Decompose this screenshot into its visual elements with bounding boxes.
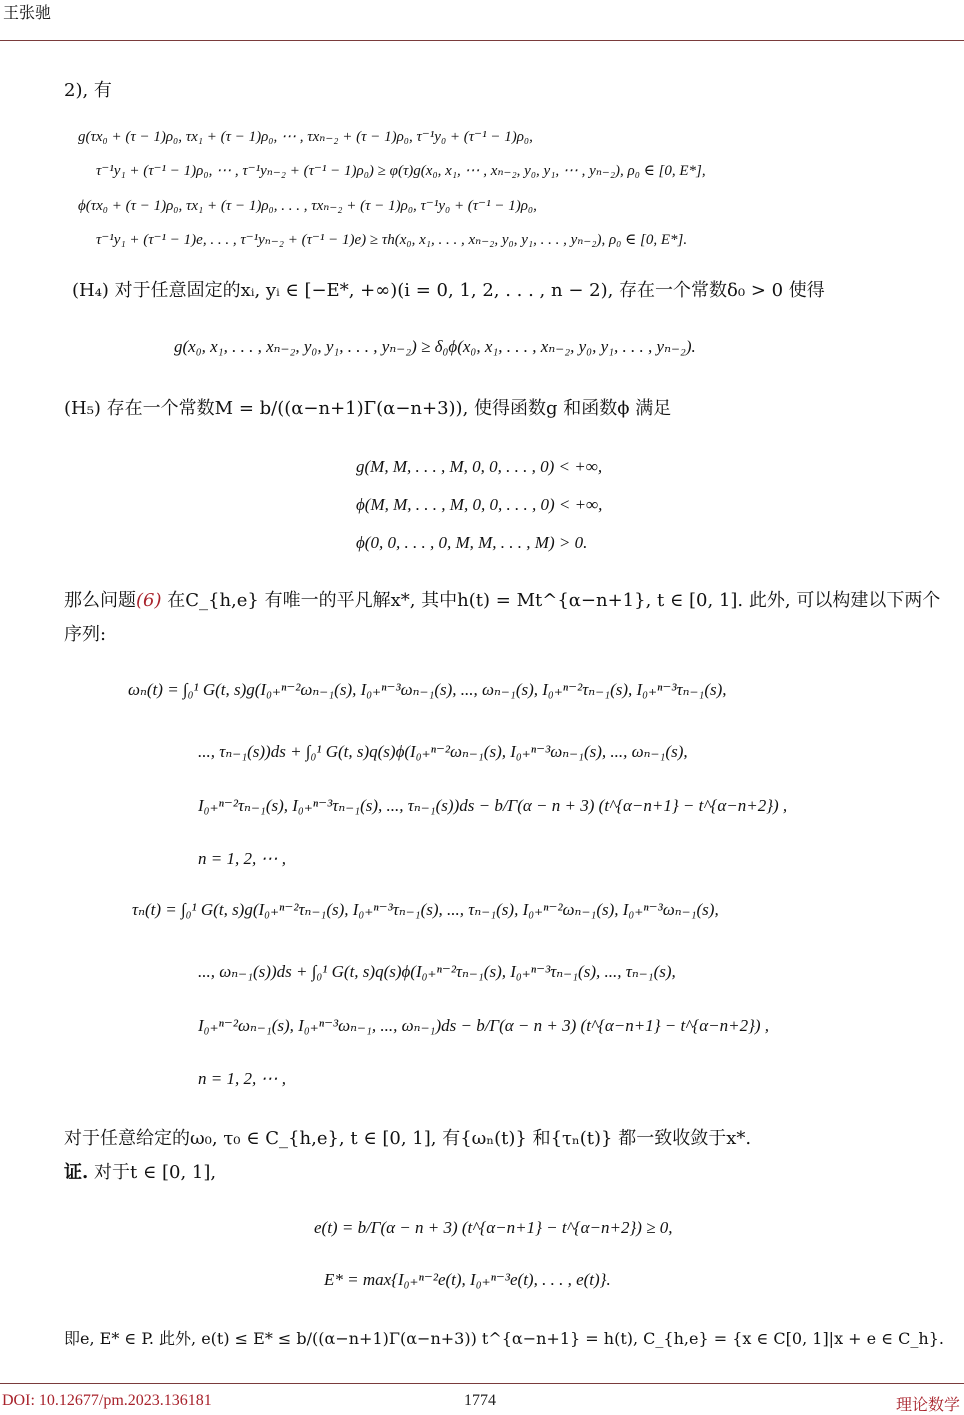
footer-rule <box>0 1383 964 1384</box>
estar-definition: E* = max{I₀₊ⁿ⁻²e(t), I₀₊ⁿ⁻³e(t), . . . , e(t)}. <box>324 1270 611 1289</box>
text-line-1: 2), 有 <box>64 80 112 101</box>
equation-line-2: g(τx₀ + (τ − 1)ρ₀, τx₁ + (τ − 1)ρ₀, ⋯ , τxₙ₋₂ + (τ − 1)ρ₀, τ⁻¹y₀ + (τ⁻¹ − 1)ρ₀, <box>78 129 533 145</box>
hypothesis-h4: (H₄) 对于任意固定的xᵢ, yᵢ ∈ [−E*, +∞)(i = 0, 1, 2, . . . , n − 2), 存在一个常数δ₀ > 0 使得 <box>72 280 825 301</box>
conclusion-text-b: 在C_{h,e} 有唯一的平凡解x*, 其中h(t) = Mt^{α−n+1}, t ∈ [0, 1]. 此外, 可以构建以下两个 <box>161 590 941 611</box>
equation-line-5: τ⁻¹y₁ + (τ⁻¹ − 1)e, . . . , τ⁻¹yₙ₋₂ + (τ⁻¹ − 1)e) ≥ τh(x₀, x₁, . . . , xₙ₋₂, y₀, y₁, . . . , yₙ₋₂), ρ₀ ∈ [0, E*]. <box>96 232 688 248</box>
equation-h5-1: g(M, M, . . . , M, 0, 0, . . . , 0) < +∞, <box>356 457 603 476</box>
running-header-author: 王张驰 <box>3 3 52 22</box>
omega-eq-line-4: n = 1, 2, ⋯ , <box>198 849 286 868</box>
equation-line-3: τ⁻¹y₁ + (τ⁻¹ − 1)ρ₀, ⋯ , τ⁻¹yₙ₋₂ + (τ⁻¹ − 1)ρ₀) ≥ φ(τ)g(x₀, x₁, ⋯ , xₙ₋₂, y₀, y₁, ⋯ , yₙ₋₂), ρ₀ ∈ [0, E*], <box>96 163 706 179</box>
tau-eq-line-1: τₙ(t) = ∫₀¹ G(t, s)g(I₀₊ⁿ⁻²τₙ₋₁(s), I₀₊ⁿ⁻³τₙ₋₁(s), ..., τₙ₋₁(s), I₀₊ⁿ⁻²ωₙ₋₁(s), I₀₊ⁿ⁻³ωₙ₋₁(s), <box>132 900 719 919</box>
citation-link-6[interactable]: (6) <box>136 590 162 611</box>
omega-eq-line-1: ωₙ(t) = ∫₀¹ G(t, s)g(I₀₊ⁿ⁻²ωₙ₋₁(s), I₀₊ⁿ⁻³ωₙ₋₁(s), ..., ωₙ₋₁(s), I₀₊ⁿ⁻²τₙ₋₁(s), I₀₊ⁿ⁻³τₙ₋₁(s), <box>128 680 727 699</box>
proof-start <box>64 1158 216 1184</box>
final-line: 即e, E* ∈ P. 此外, e(t) ≤ E* ≤ b/((α−n+1)Γ(α−n+3)) t^{α−n+1} = h(t), C_{h,e} = {x ∈ C[0, 1]|x + e ∈ C_h}. <box>64 1329 944 1348</box>
equation-h5-3: ϕ(0, 0, . . . , 0, M, M, . . . , M) > 0. <box>356 533 588 552</box>
tau-eq-line-2: ..., ωₙ₋₁(s))ds + ∫₀¹ G(t, s)q(s)ϕ(I₀₊ⁿ⁻²τₙ₋₁(s), I₀₊ⁿ⁻³τₙ₋₁(s), ..., τₙ₋₁(s), <box>198 962 676 981</box>
proof-label: 证. <box>64 1162 89 1183</box>
header-rule <box>0 40 964 41</box>
omega-eq-line-2: ..., τₙ₋₁(s))ds + ∫₀¹ G(t, s)q(s)ϕ(I₀₊ⁿ⁻²ωₙ₋₁(s), I₀₊ⁿ⁻³ωₙ₋₁(s), ..., ωₙ₋₁(s), <box>198 742 688 761</box>
conclusion-line-2: 序列: <box>64 624 107 645</box>
footer-doi-link[interactable]: DOI: 10.12677/pm.2023.136181 <box>2 1392 212 1409</box>
conclusion-line-1 <box>64 586 940 612</box>
tau-eq-line-4: n = 1, 2, ⋯ , <box>198 1069 286 1088</box>
equation-h4: g(x₀, x₁, . . . , xₙ₋₂, y₀, y₁, . . . , yₙ₋₂) ≥ δ₀ϕ(x₀, x₁, . . . , xₙ₋₂, y₀, y₁, . . . , yₙ₋₂). <box>174 337 696 356</box>
footer-page-number: 1774 <box>464 1392 496 1409</box>
equation-h5-2: ϕ(M, M, . . . , M, 0, 0, . . . , 0) < +∞, <box>356 495 603 514</box>
tau-eq-line-3: I₀₊ⁿ⁻²ωₙ₋₁(s), I₀₊ⁿ⁻³ωₙ₋₁, ..., ωₙ₋₁)ds − b/Γ(α − n + 3) (t^{α−n+1} − t^{α−n+2}) , <box>198 1016 770 1035</box>
hypothesis-h5: (H₅) 存在一个常数M = b/((α−n+1)Γ(α−n+3)), 使得函数g 和函数ϕ 满足 <box>64 398 672 419</box>
footer-journal-name[interactable]: 理论数学 <box>895 1395 960 1414</box>
conclusion-text-a: 那么问题 <box>64 590 136 611</box>
proof-text: 对于t ∈ [0, 1], <box>88 1162 217 1183</box>
omega-eq-line-3: I₀₊ⁿ⁻²τₙ₋₁(s), I₀₊ⁿ⁻³τₙ₋₁(s), ..., τₙ₋₁(s))ds − b/Γ(α − n + 3) (t^{α−n+1} − t^{α−n+2}) , <box>198 796 788 815</box>
e-definition: e(t) = b/Γ(α − n + 3) (t^{α−n+1} − t^{α−n+2}) ≥ 0, <box>314 1218 673 1237</box>
convergence-statement: 对于任意给定的ω₀, τ₀ ∈ C_{h,e}, t ∈ [0, 1], 有{ωₙ(t)} 和{τₙ(t)} 都一致收敛于x*. <box>64 1128 752 1149</box>
equation-line-4: ϕ(τx₀ + (τ − 1)ρ₀, τx₁ + (τ − 1)ρ₀, . . . , τxₙ₋₂ + (τ − 1)ρ₀, τ⁻¹y₀ + (τ⁻¹ − 1)ρ₀, <box>78 198 537 214</box>
